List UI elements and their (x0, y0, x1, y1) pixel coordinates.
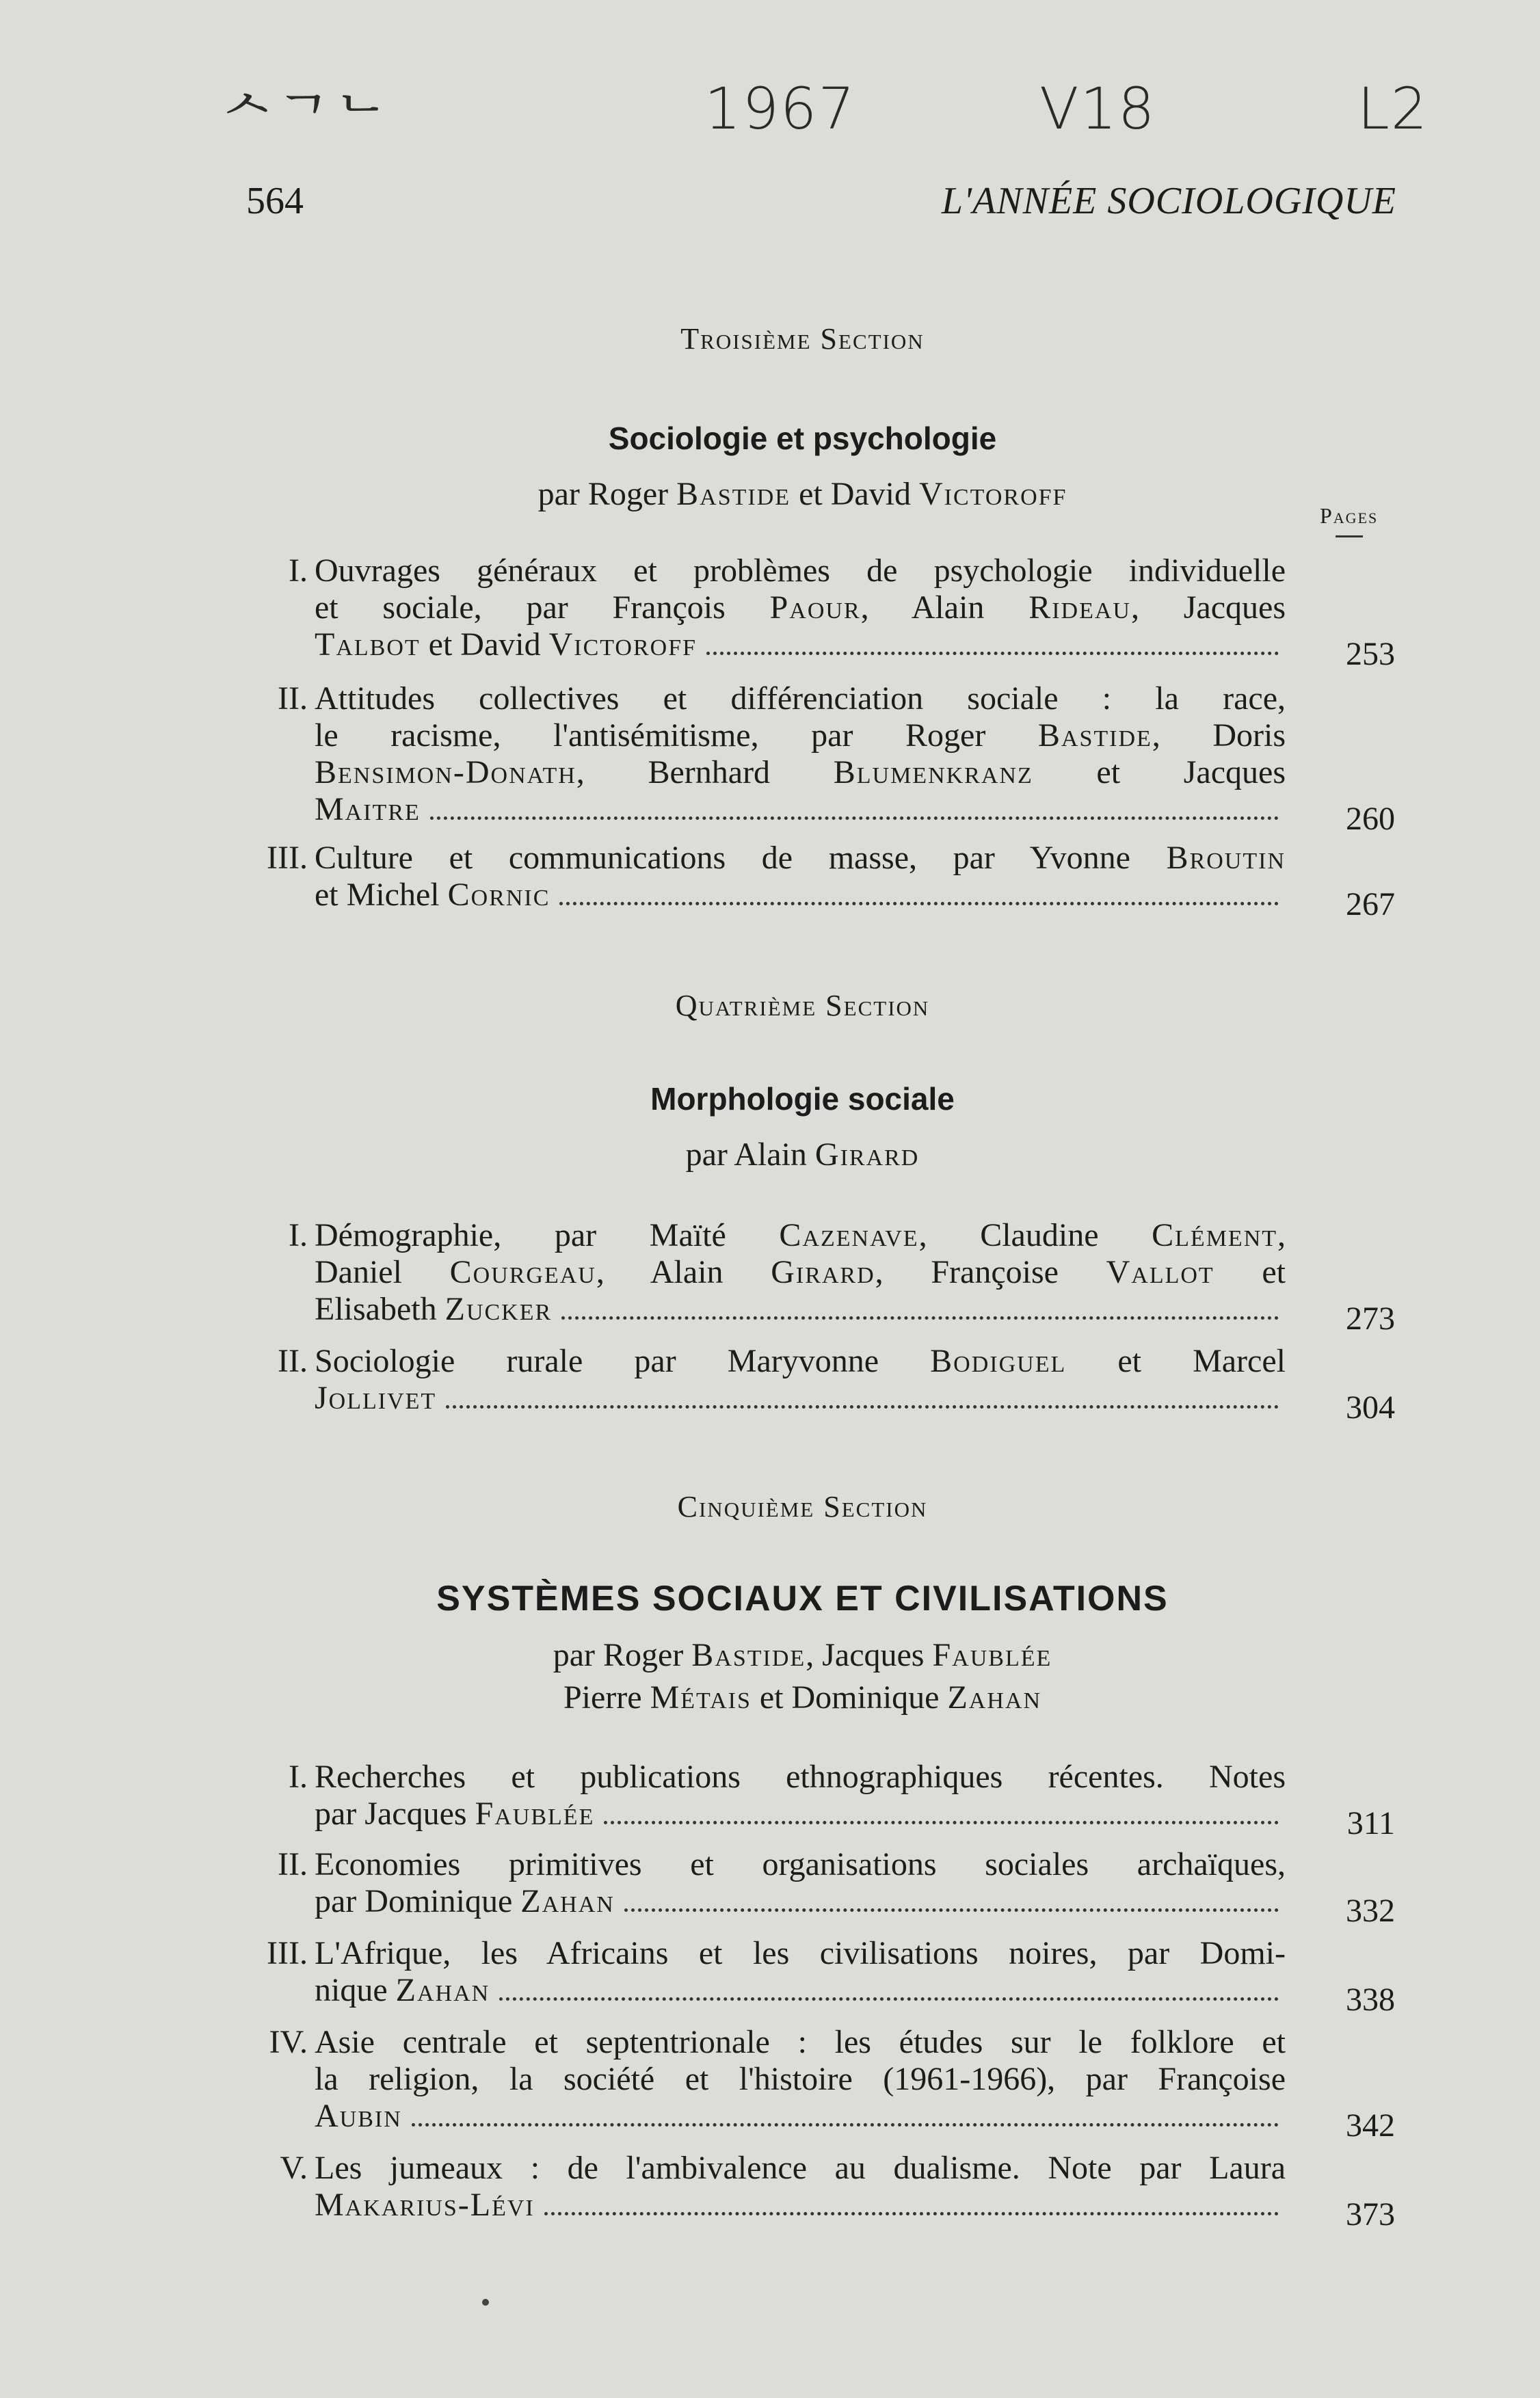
author-name: Girard (814, 1136, 920, 1173)
entry-number: V. (280, 2150, 308, 2186)
leader-dots (706, 652, 1279, 655)
text-run: Démographie, par Maïté (315, 1217, 780, 1253)
entry-text (315, 1935, 1286, 2009)
author-name: Zucker (444, 1291, 553, 1327)
entry-line (315, 1291, 1286, 1328)
text-run: Ouvrages généraux et problèmes de psychologie individuelle (315, 552, 1286, 589)
section-authors (0, 1678, 1540, 1718)
entry-number: I. (289, 1217, 308, 1253)
text-run: Economies primitives et organisations sociales archaïques, (315, 1846, 1286, 1882)
leader-dots (412, 2123, 1279, 2127)
author-name: Talbot (315, 626, 421, 663)
entry-page-number: 267 (1346, 886, 1395, 922)
author-name: Bastide (676, 476, 791, 512)
entry-line (315, 1759, 1286, 1796)
text-run: L'Afrique, les Africains et les civilisations noires, par Domi- (315, 1935, 1286, 1971)
entry-line (315, 754, 1286, 791)
section-authors (0, 1135, 1540, 1175)
author-name: Faublée (475, 1796, 595, 1832)
text-run: , Françoise (875, 1254, 1106, 1290)
author-name: Rideau (1028, 589, 1131, 626)
pages-column-header: Pages (1320, 503, 1378, 537)
entry-page-number: 373 (1346, 2196, 1395, 2233)
text-run: , Alain (596, 1254, 771, 1290)
entry-line (315, 1217, 1286, 1254)
leader-dots (544, 2212, 1279, 2215)
entry-page-number: 253 (1346, 636, 1395, 672)
section-authors (0, 1636, 1540, 1675)
running-title: L'ANNÉE SOCIOLOGIQUE (941, 180, 1396, 222)
author-name: Métais (650, 1679, 752, 1716)
author-name: Broutin (1166, 840, 1286, 876)
entry-text (315, 840, 1286, 914)
entry-line (315, 626, 1286, 663)
author-name: Victoroff (919, 476, 1067, 512)
text-run: , Doris (1152, 717, 1286, 754)
entry-line (315, 2187, 1286, 2224)
section-title-cinquieme: Cinquième Section (677, 1490, 928, 1523)
entry-line (315, 1796, 1286, 1833)
entry-line (315, 840, 1286, 877)
text-run: Pierre (563, 1679, 650, 1716)
author-name: Zahan (520, 1883, 615, 1919)
text-run: et David (791, 476, 920, 512)
entry-text (315, 1846, 1286, 1920)
text-run: par Dominique (315, 1883, 521, 1919)
text-run: Culture et communications de masse, par Yvonne (315, 840, 1167, 876)
leader-dots (604, 1821, 1279, 1824)
text-run: , Claudine (918, 1217, 1152, 1253)
print-speck (482, 2299, 489, 2306)
entry-number: I. (289, 1759, 308, 1795)
text-run: et Jacques (1033, 754, 1286, 790)
entry-number: II. (278, 680, 308, 717)
entry-page-number: 332 (1346, 1893, 1395, 1929)
author-name: Blumenkranz (833, 754, 1033, 790)
text-run: par Roger (537, 476, 677, 512)
text-run: , Bernhard (576, 754, 834, 790)
entry-text (315, 552, 1286, 663)
entry-text (315, 2024, 1286, 2135)
text-run: , (1277, 1217, 1286, 1253)
entry-line (315, 2024, 1286, 2061)
entry-text (315, 1343, 1286, 1417)
entry-page-number: 338 (1346, 1982, 1395, 2018)
text-run: et David (420, 626, 549, 663)
entry-page-number: 273 (1346, 1301, 1395, 1337)
leader-dots (446, 1405, 1279, 1409)
entry-text (315, 1217, 1286, 1328)
text-run: Recherches et publications ethnographiques récentes. Notes (315, 1759, 1286, 1795)
text-run: par Jacques (315, 1796, 475, 1832)
handwritten-note-2: 1967 (704, 75, 856, 142)
author-name: Faublée (932, 1637, 1052, 1673)
entry-page-number: 304 (1346, 1389, 1395, 1426)
text-run: par Roger (553, 1637, 692, 1673)
entry-line (315, 2061, 1286, 2098)
page-number: 564 (246, 180, 304, 222)
author-name: Bastide (691, 1637, 806, 1673)
text-run: et sociale, par François (315, 589, 770, 626)
text-run: Elisabeth (315, 1291, 445, 1327)
entry-line (315, 1343, 1286, 1380)
entry-line (315, 1972, 1286, 2009)
entry-text (315, 680, 1286, 828)
text-run: par Alain (685, 1136, 815, 1173)
text-run: Les jumeaux : de l'ambivalence au dualisme. Note par Laura (315, 2150, 1286, 2186)
entry-number: I. (289, 552, 308, 589)
handwritten-note-4: L2 (1357, 75, 1429, 142)
text-run: Sociologie rurale par Maryvonne (315, 1343, 931, 1379)
author-name: Courgeau (449, 1254, 596, 1290)
author-name: Victoroff (548, 626, 698, 663)
entry-line (315, 680, 1286, 717)
text-run: et Michel (315, 877, 448, 913)
entry-line (315, 877, 1286, 914)
author-name: Cornic (447, 877, 550, 913)
entry-page-number: 342 (1346, 2107, 1395, 2144)
author-name: Vallot (1106, 1254, 1214, 1290)
text-run: nique (315, 1972, 396, 2008)
author-name: Zahan (947, 1679, 1042, 1716)
author-name: Zahan (395, 1972, 490, 2008)
text-run: et (1214, 1254, 1286, 1290)
section-authors (0, 475, 1540, 514)
entry-line (315, 717, 1286, 754)
leader-dots (624, 1908, 1279, 1912)
entry-line (315, 1935, 1286, 1972)
author-name: Cazenave (779, 1217, 919, 1253)
text-run: , Alain (860, 589, 1029, 626)
entry-text (315, 2150, 1286, 2224)
section-subject-sociologie-psychologie: Sociologie et psychologie (608, 421, 997, 456)
entry-number: IV. (269, 2024, 308, 2060)
entry-page-number: 311 (1346, 1805, 1395, 1841)
section-subject-systemes-sociaux: SYSTÈMES SOCIAUX ET CIVILISATIONS (436, 1579, 1169, 1618)
handwritten-note-3: V18 (1039, 75, 1156, 142)
entry-line (315, 2098, 1286, 2135)
leader-dots (430, 816, 1279, 820)
author-name: Maitre (315, 791, 421, 827)
handwritten-note-1: ᄉᄀᄂ (219, 88, 390, 155)
entry-line (315, 589, 1286, 626)
text-run: et Dominique (751, 1679, 948, 1716)
entry-line (315, 1846, 1286, 1883)
author-name: Bensimon-Donath (315, 754, 576, 790)
author-name: Jollivet (315, 1380, 437, 1416)
entry-line (315, 552, 1286, 589)
entry-line (315, 1380, 1286, 1417)
text-run: , Jacques (1130, 589, 1286, 626)
entry-number: III. (267, 1935, 308, 1971)
section-title-quatrieme: Quatrième Section (675, 989, 930, 1022)
entry-number: II. (278, 1343, 308, 1379)
section-title-troisieme: Troisième Section (680, 322, 925, 356)
author-name: Girard (771, 1254, 875, 1290)
author-name: Bastide (1037, 717, 1152, 754)
entry-page-number: 260 (1346, 801, 1395, 837)
author-name: Clément (1152, 1217, 1278, 1253)
author-name: Bodiguel (930, 1343, 1067, 1379)
entry-line (315, 1883, 1286, 1920)
text-run: , Jacques (806, 1637, 933, 1673)
author-name: Makarius-Lévi (315, 2187, 535, 2223)
author-name: Aubin (315, 2098, 402, 2134)
text-run: Daniel (315, 1254, 450, 1290)
entry-line (315, 1254, 1286, 1291)
entry-number: II. (278, 1846, 308, 1882)
leader-dots (559, 902, 1279, 905)
entry-text (315, 1759, 1286, 1833)
text-run: la religion, la société et l'histoire (1961-1966), par Françoise (315, 2061, 1286, 2097)
text-run: le racisme, l'antisémitisme, par Roger (315, 717, 1038, 754)
entry-line (315, 791, 1286, 828)
author-name: Paour (769, 589, 861, 626)
leader-dots (561, 1316, 1279, 1320)
text-run: Attitudes collectives et différenciation sociale : la race, (315, 680, 1286, 717)
entry-number: III. (267, 840, 308, 876)
section-subject-morphologie-sociale: Morphologie sociale (650, 1081, 955, 1117)
text-run: Asie centrale et septentrionale : les études sur le folklore et (315, 2024, 1286, 2060)
text-run: et Marcel (1066, 1343, 1286, 1379)
entry-line (315, 2150, 1286, 2187)
leader-dots (499, 1997, 1279, 2001)
